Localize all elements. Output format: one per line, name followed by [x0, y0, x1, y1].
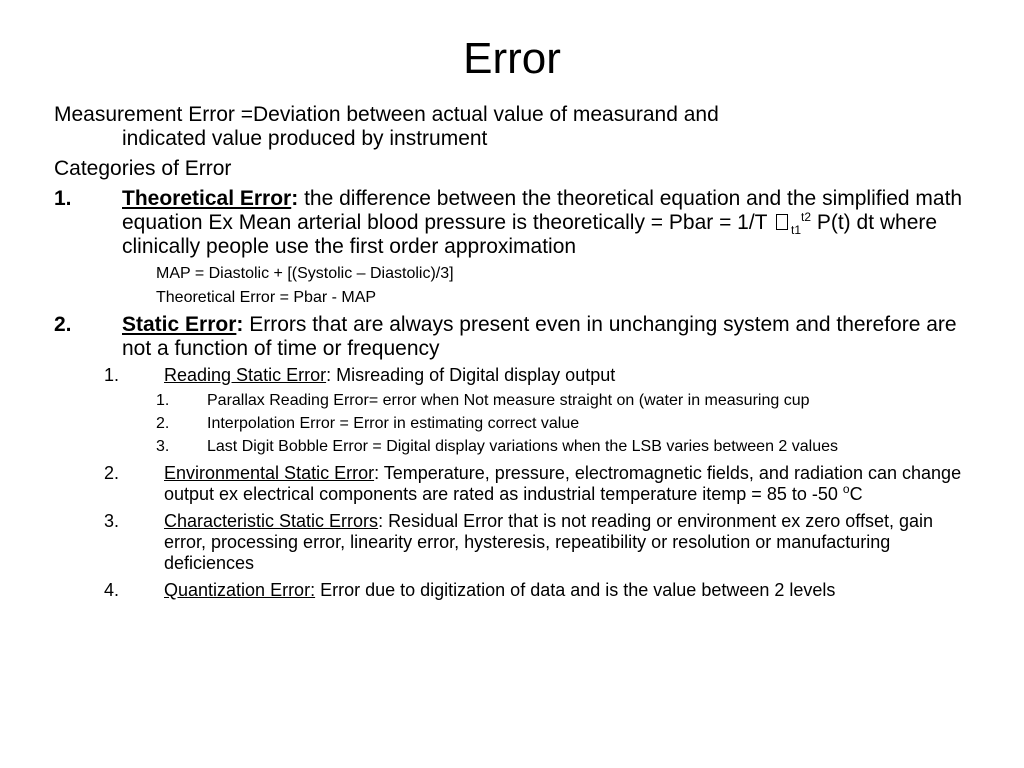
- item-number: 1.: [104, 365, 120, 385]
- interpolation-error-text: Interpolation Error = Error in estimating correct value: [207, 415, 580, 432]
- static-error-text: Errors that are always present even in unchanging system and therefore are not a function of time or frequency: [122, 313, 957, 360]
- reading-static-error-item: [54, 365, 974, 386]
- slide-content: [54, 103, 974, 601]
- characteristic-static-errors-text: : Residual Error that is not reading or environment ex zero offset, gain error, processing error, linearity error, hysteresis, repeatibility or resolution or manufacturing deficiences: [164, 511, 934, 573]
- definition-line-1: Measurement Error =Deviation between actual value of measurand and: [54, 103, 719, 126]
- last-digit-bobble-error-text: Last Digit Bobble Error = Digital display variations when the LSB varies between 2 values: [207, 438, 838, 455]
- environmental-static-error-item: [54, 463, 974, 505]
- parallax-reading-error-item: [54, 392, 974, 409]
- item-number: 1.: [156, 392, 170, 409]
- quantization-error-text: Error due to digitization of data and is the value between 2 levels: [315, 580, 836, 600]
- environmental-static-error-heading: Environmental Static Error: [164, 463, 375, 483]
- characteristic-static-errors-heading: Characteristic Static Errors: [164, 511, 379, 531]
- heading-colon: :: [236, 313, 244, 336]
- measurement-error-definition: [54, 103, 974, 151]
- theoretical-text-b: P(t) dt where clinically people use the first order approximation: [122, 211, 938, 258]
- last-digit-bobble-error-item: [54, 438, 974, 455]
- theoretical-error-heading: Theoretical Error: [122, 187, 292, 210]
- theoretical-error-item: [54, 187, 974, 259]
- theoretical-text-a: the difference between the theoretical equation and the simplified math equation Ex Mean arterial blood pressure is theoretically = Pbar = 1/T: [122, 187, 963, 234]
- integral-lower-limit: t1: [790, 223, 801, 238]
- celsius-unit: C: [849, 484, 863, 504]
- item-number: 1.: [54, 187, 72, 210]
- integral-upper-limit: t2: [801, 210, 812, 224]
- degree-superscript: o: [842, 482, 850, 496]
- item-number: 3.: [104, 511, 120, 531]
- theoretical-error-formula: Theoretical Error = Pbar - MAP: [156, 289, 377, 306]
- reading-static-error-heading: Reading Static Error: [164, 365, 327, 385]
- heading-colon: :: [291, 187, 299, 210]
- item-number: 2.: [104, 463, 120, 483]
- item-number: 2.: [156, 415, 170, 432]
- environmental-static-error-text: : Temperature, pressure, electromagnetic fields, and radiation can change output ex electrical components are rated as industrial temperature itemp = 85 to -50: [164, 463, 962, 504]
- quantization-error-heading: Quantization Error:: [164, 580, 316, 600]
- item-number: 3.: [156, 438, 170, 455]
- categories-heading: Categories of Error: [54, 157, 232, 180]
- parallax-reading-error-text: Parallax Reading Error= error when Not measure straight on (water in measuring cup: [207, 392, 810, 409]
- map-formula: MAP = Diastolic + [(Systolic – Diastolic)/3]: [156, 265, 454, 282]
- integral-glyph-icon: [776, 214, 788, 230]
- item-number: 4.: [104, 580, 120, 600]
- slide-title: Error: [463, 34, 561, 83]
- static-error-item: [54, 313, 974, 361]
- quantization-error-item: [54, 580, 974, 601]
- static-error-heading: Static Error: [122, 313, 237, 336]
- definition-line-2: indicated value produced by instrument: [122, 127, 488, 150]
- interpolation-error-item: [54, 415, 974, 432]
- characteristic-static-errors-item: [54, 511, 974, 574]
- item-number: 2.: [54, 313, 72, 336]
- reading-static-error-text: : Misreading of Digital display output: [326, 365, 616, 385]
